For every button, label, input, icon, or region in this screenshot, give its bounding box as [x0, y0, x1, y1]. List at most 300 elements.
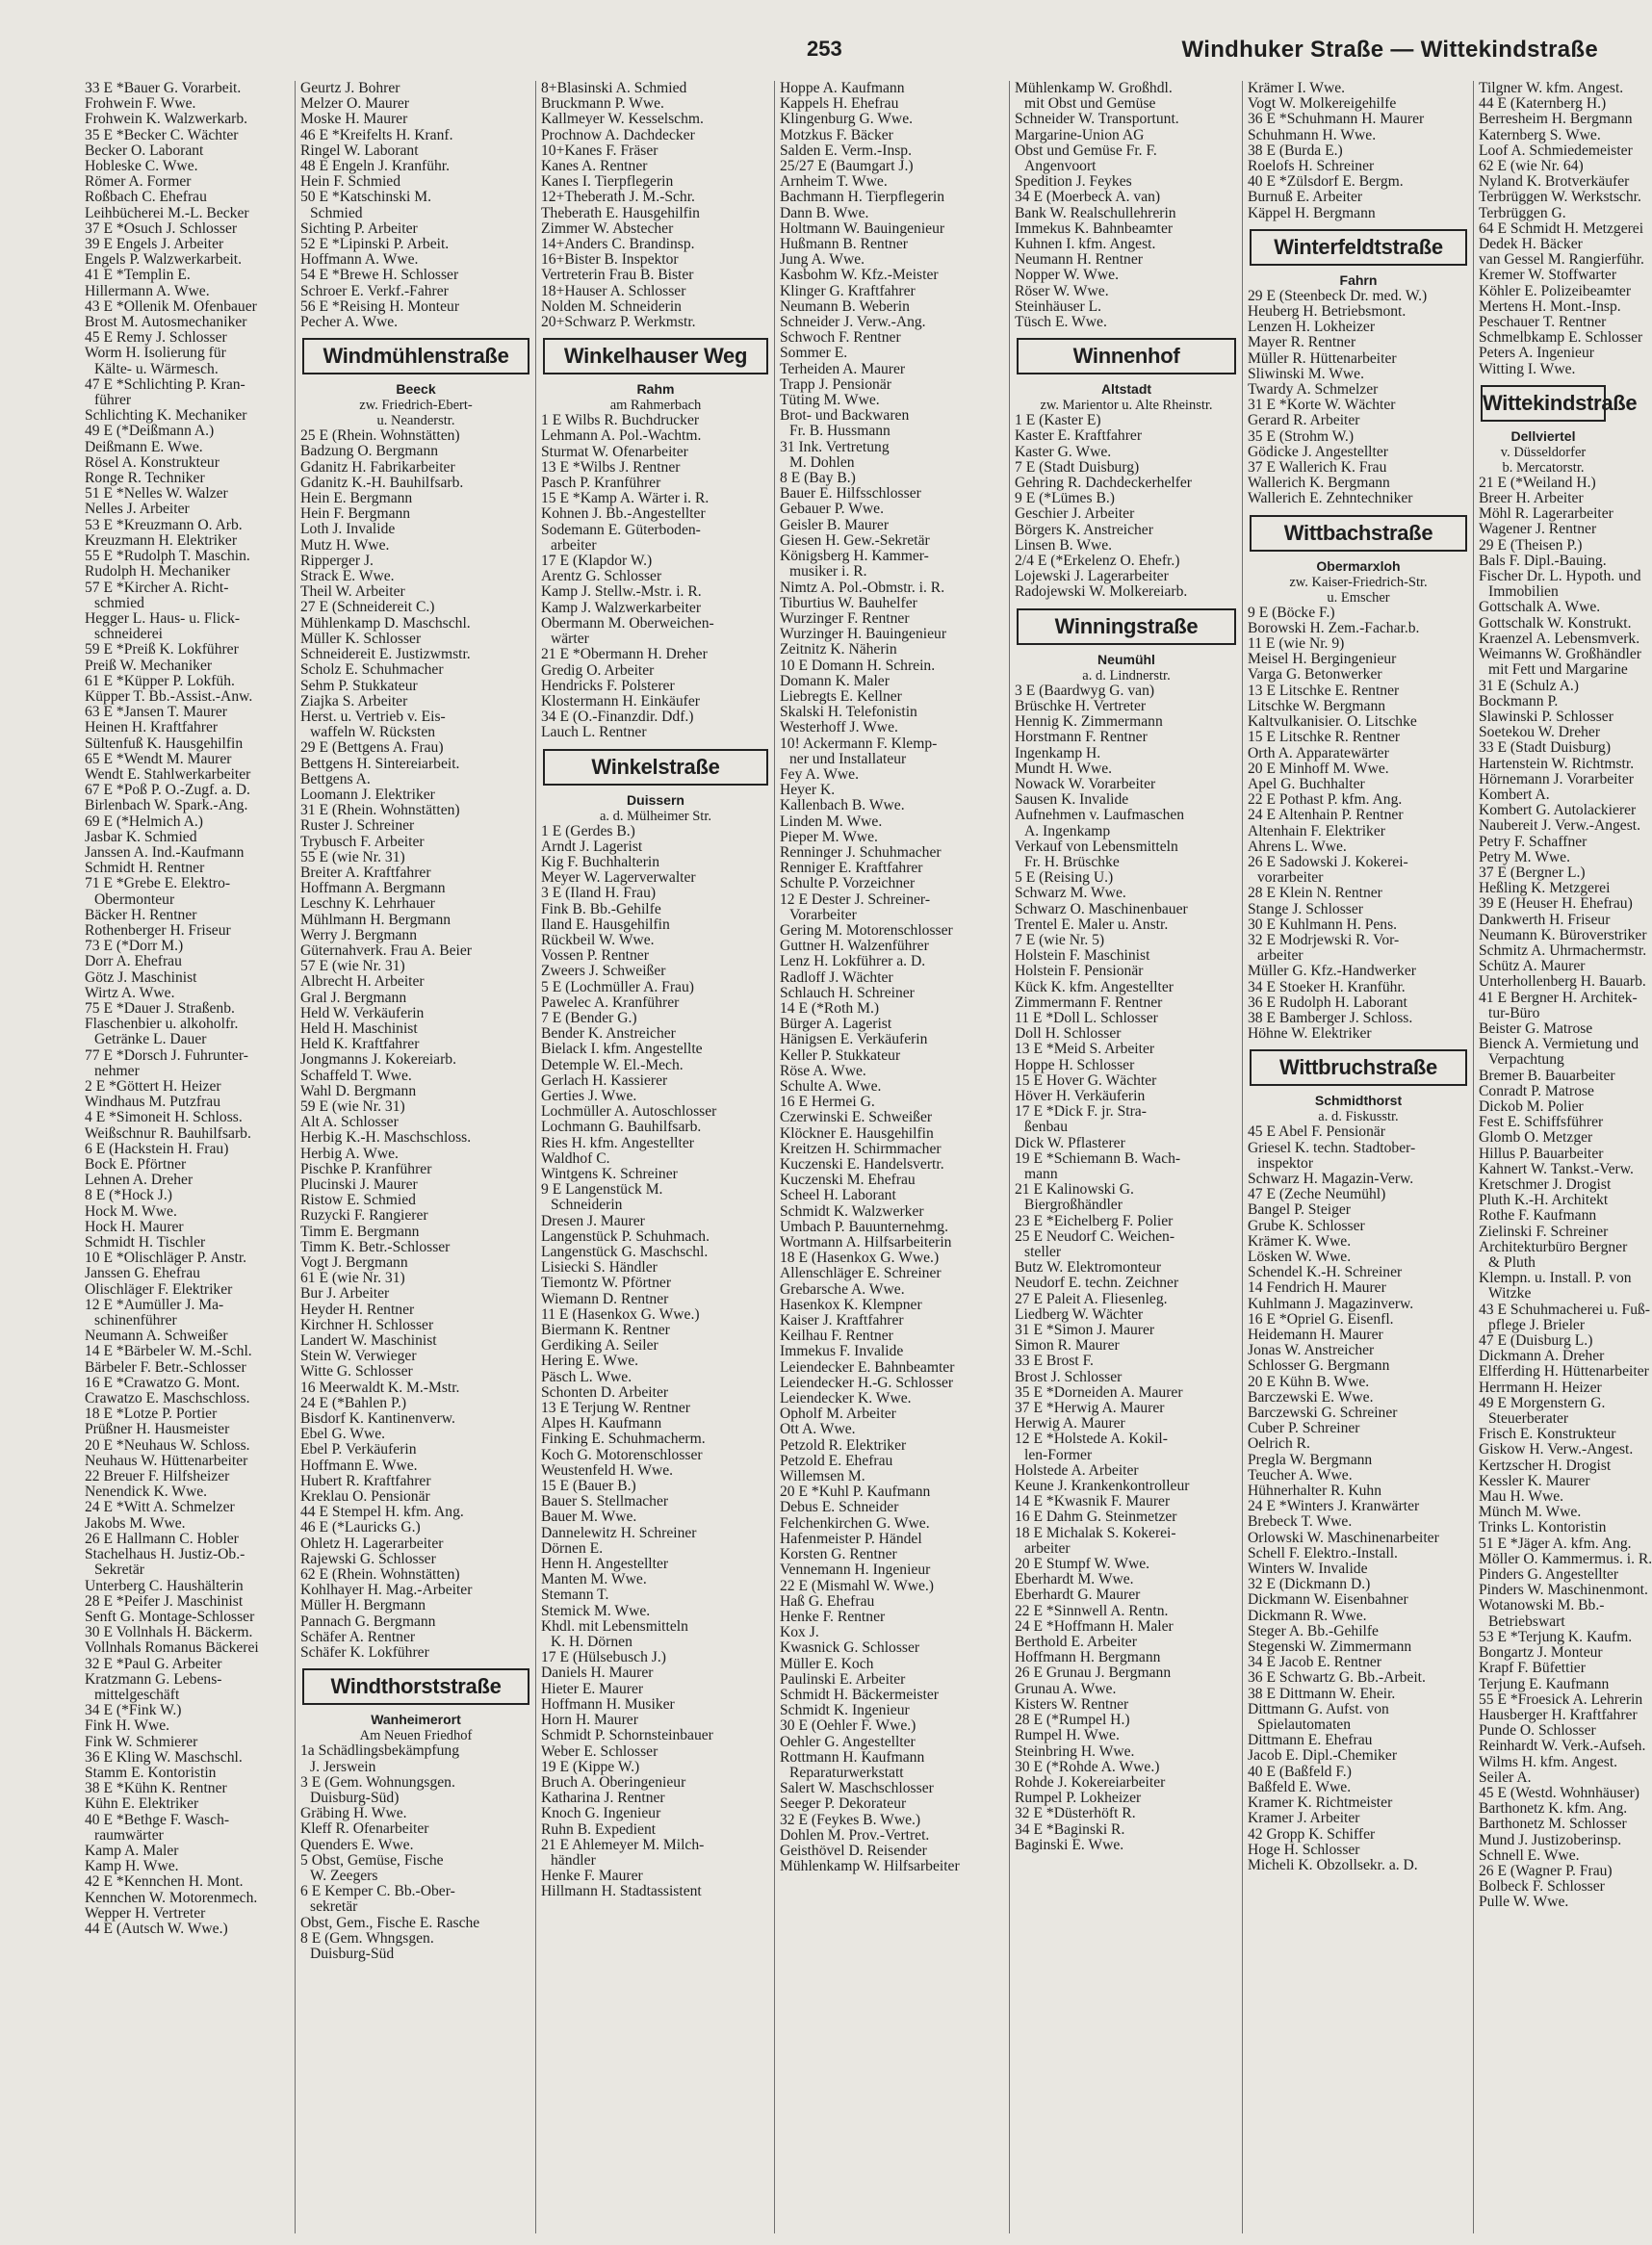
resident-entry: Holstede A. Arbeiter [1015, 1461, 1139, 1479]
resident-entry: Schwarz O. Maschinenbauer [1015, 900, 1188, 917]
resident-entry: Möller O. Kammermus. i. R. [1479, 1550, 1652, 1567]
resident-entry: Witting I. Wwe. [1479, 360, 1576, 377]
resident-entry: Preiß W. Mechaniker [85, 657, 213, 674]
column-divider [1009, 81, 1010, 2233]
resident-entry: 45 E Abel F. Pensionär [1248, 1123, 1385, 1141]
resident-entry: Krapf F. Büfettier [1479, 1660, 1586, 1677]
resident-entry: Birlenbach W. Spark.-Ang. [85, 797, 248, 814]
resident-entry: Kanes I. Tierpflegerin [541, 173, 674, 191]
resident-entry: Kamp H. Wwe. [85, 1858, 179, 1875]
resident-entry: 20 E *Neuhaus W. Schloss. [85, 1436, 250, 1454]
street-location: b. Mercatorstr. [1502, 459, 1585, 476]
resident-entry: Winters W. Invalide [1248, 1561, 1368, 1578]
resident-entry: inspektor [1257, 1154, 1314, 1172]
resident-entry: 43 E *Ollenik M. Ofenbauer [85, 297, 257, 315]
resident-entry: Rohde J. Kokereiarbeiter [1015, 1773, 1166, 1791]
resident-entry: Simon R. Maurer [1015, 1337, 1120, 1355]
resident-entry: Mayer R. Rentner [1248, 334, 1356, 351]
resident-entry: 31 E (Rhein. Wohnstätten) [300, 802, 460, 819]
resident-entry: Hoffmann A. Bergmann [300, 880, 446, 897]
district-name: Obermarxloh [1316, 557, 1401, 574]
resident-entry: 34 E Stoeker H. Kranführ. [1248, 978, 1406, 995]
resident-entry: Schlichting K. Mechaniker [85, 407, 247, 425]
resident-entry: Twardy A. Schmelzer [1248, 381, 1379, 399]
resident-entry: Soetekou W. Dreher [1479, 724, 1601, 741]
resident-entry: Bender K. Anstreicher [541, 1025, 676, 1043]
resident-entry: Elfferding H. Hüttenarbeiter [1479, 1363, 1649, 1381]
resident-entry: Duisburg-Süd) [310, 1789, 400, 1806]
resident-entry: Liebregts E. Kellner [780, 687, 902, 705]
resident-entry: Hobleske C. Wwe. [85, 158, 198, 175]
resident-entry: Röse A. Wwe. [780, 1062, 866, 1079]
resident-entry: Hoffmann A. Wwe. [300, 251, 419, 269]
resident-entry: 14 E *Bärbeler W. M.-Schl. [85, 1343, 252, 1360]
resident-entry: Möhl R. Lagerarbeiter [1479, 505, 1613, 523]
resident-entry: Hußmann B. Rentner [780, 236, 908, 253]
resident-entry: Münch M. Wwe. [1479, 1504, 1582, 1521]
resident-entry: Ruster J. Schreiner [300, 817, 415, 835]
resident-entry: schinenführer [94, 1312, 177, 1329]
resident-entry: Held H. Maschinist [300, 1019, 418, 1037]
resident-entry: 57 E (wie Nr. 31) [300, 958, 405, 975]
resident-entry: Hock H. Maurer [85, 1218, 184, 1235]
resident-entry: Tilgner W. kfm. Angest. [1479, 80, 1624, 96]
resident-entry: Ristow E. Schmied [300, 1192, 416, 1209]
resident-entry: Khdl. mit Lebensmitteln [541, 1617, 688, 1635]
resident-entry: Gerdiking A. Seiler [541, 1337, 658, 1355]
resident-entry: Dresen J. Maurer [541, 1212, 645, 1229]
resident-entry: Rajewski G. Schlosser [300, 1550, 436, 1567]
resident-entry: Wagener J. Rentner [1479, 521, 1597, 538]
resident-entry: 39 E Engels J. Arbeiter [85, 236, 224, 253]
resident-entry: Kälte- u. Wärmesch. [94, 360, 219, 377]
resident-entry: Terbrüggen W. Werkstschr. [1479, 189, 1641, 206]
resident-entry: Lehnen A. Dreher [85, 1172, 194, 1189]
district-name: Schmidthorst [1314, 1093, 1403, 1109]
resident-entry: Melzer O. Maurer [300, 95, 410, 113]
resident-entry: 51 E *Nelles W. Walzer [85, 485, 228, 503]
street-location: u. Neanderstr. [376, 413, 455, 429]
street-location: Am Neuen Friedhof [359, 1728, 473, 1744]
street-heading: Wittbruchstraße [1250, 1049, 1467, 1086]
resident-entry: 33 E Brost F. [1015, 1353, 1094, 1370]
resident-entry: Bremer B. Bauarbeiter [1479, 1067, 1615, 1084]
resident-entry: Jakobs M. Wwe. [85, 1514, 186, 1532]
resident-entry: sekretär [310, 1898, 358, 1916]
resident-entry: 20 E Minhoff M. Wwe. [1248, 760, 1389, 777]
resident-entry: Meisel H. Bergingenieur [1248, 651, 1397, 668]
resident-entry: van Gessel M. Rangierführ. [1479, 251, 1644, 269]
resident-entry: Mutz H. Wwe. [300, 536, 390, 554]
resident-entry: Neumann K. Büroverstriker [1479, 926, 1647, 943]
resident-entry: 49 E Morgenstern G. [1479, 1394, 1606, 1411]
resident-entry: Radloff J. Wächter [780, 968, 893, 986]
resident-entry: Ziajka S. Arbeiter [300, 692, 408, 710]
resident-entry: Theberath E. Hausgehilfin [541, 204, 700, 221]
resident-entry: Zeitnitz K. Näherin [780, 641, 897, 658]
resident-entry: 53 E *Terjung K. Kaufm. [1479, 1628, 1633, 1645]
resident-entry: Pecher A. Wwe. [300, 314, 399, 331]
resident-entry: Hein F. Schmied [300, 173, 401, 191]
resident-entry: Rumpel P. Lokheizer [1015, 1790, 1142, 1807]
resident-entry: Stange J. Schlosser [1248, 900, 1363, 917]
resident-entry: Vogt J. Bergmann [300, 1254, 408, 1272]
resident-entry: 4 E *Simoneit H. Schloss. [85, 1109, 243, 1126]
resident-entry: 20+Schwarz P. Werkmstr. [541, 314, 696, 331]
resident-entry: Ebel G. Wwe. [300, 1426, 386, 1443]
street-location: v. Düsseldorfer [1500, 444, 1587, 460]
resident-entry: Kuczenski M. Ehefrau [780, 1172, 916, 1189]
resident-entry: Sehm P. Stukkateur [300, 677, 418, 694]
resident-entry: Rösel A. Konstrukteur [85, 453, 219, 471]
resident-entry: Hasenkox K. Klempner [780, 1296, 922, 1313]
resident-entry: Brot- und Backwaren [780, 407, 910, 425]
resident-entry: Sausen K. Invalide [1015, 791, 1129, 809]
resident-entry: Gdanitz K.-H. Bauhilfsarb. [300, 474, 464, 491]
resident-entry: arbeiter [1257, 947, 1304, 965]
resident-entry: Langenstück P. Schuhmach. [541, 1227, 710, 1245]
resident-entry: Butz W. Elektromonteur [1015, 1259, 1162, 1277]
resident-entry: 37 E *Herwig A. Maurer [1015, 1400, 1165, 1417]
resident-entry: Mund J. Justizoberinsp. [1479, 1831, 1622, 1848]
resident-entry: Dohlen M. Prov.-Vertret. [780, 1826, 930, 1844]
resident-entry: Conradt P. Matrose [1479, 1082, 1594, 1099]
resident-entry: & Pluth [1488, 1254, 1536, 1272]
resident-entry: Sliwinski M. Wwe. [1248, 365, 1365, 382]
resident-entry: Kirchner H. Schlosser [300, 1316, 434, 1333]
resident-entry: 14+Anders C. Brandinsp. [541, 236, 695, 253]
resident-entry: Nelles J. Arbeiter [85, 501, 190, 518]
district-name: Fahrn [1339, 271, 1378, 288]
resident-entry: Terjung E. Kaufmann [1479, 1675, 1610, 1692]
resident-entry: Aufnehmen v. Laufmaschen [1015, 807, 1185, 824]
resident-entry: Schneidereit E. Justizwmstr. [300, 646, 471, 663]
resident-entry: Fink W. Schmierer [85, 1733, 198, 1750]
resident-entry: 47 E (Duisburg L.) [1479, 1332, 1593, 1350]
resident-entry: len-Former [1024, 1446, 1093, 1463]
resident-entry: Immobilien [1488, 583, 1559, 601]
resident-entry: Hoffmann H. Musiker [541, 1695, 675, 1713]
resident-entry: Keune J. Krankenkontrolleur [1015, 1478, 1190, 1495]
resident-entry: 38 E Bamberger J. Schloss. [1248, 1009, 1413, 1026]
resident-entry: Schlauch H. Schreiner [780, 984, 915, 1001]
resident-entry: 30 E Kuhlmann H. Pens. [1248, 916, 1398, 933]
resident-entry: Reinhardt W. Verk.-Aufseh. [1479, 1738, 1646, 1755]
resident-entry: Bongartz J. Monteur [1479, 1644, 1603, 1662]
resident-entry: Kühn E. Elektriker [85, 1795, 199, 1813]
resident-entry: Vossen P. Rentner [541, 947, 649, 965]
resident-entry: 25 E (Rhein. Wohnstätten) [300, 427, 460, 445]
resident-entry: Müller G. Kfz.-Handwerker [1248, 963, 1416, 980]
resident-entry: Vogt W. Molkereigehilfe [1248, 95, 1397, 113]
resident-entry: Kombert G. Autolackierer [1479, 802, 1637, 819]
resident-entry: 62 E (Rhein. Wohnstätten) [300, 1566, 460, 1584]
resident-entry: Heuberg H. Betriebsmont. [1248, 303, 1407, 321]
resident-entry: Frisch E. Konstrukteur [1479, 1426, 1616, 1443]
resident-entry: Arentz G. Schlosser [541, 568, 662, 585]
column-divider [1473, 81, 1474, 2233]
resident-entry: Held K. Kraftfahrer [300, 1036, 420, 1053]
resident-entry: Giskow H. Verw.-Angest. [1479, 1441, 1634, 1458]
resident-entry: Gerlach H. Kassierer [541, 1071, 668, 1089]
resident-entry: Lisiecki S. Händler [541, 1259, 658, 1277]
resident-entry: Allenschläger E. Schreiner [780, 1265, 942, 1282]
resident-entry: 8 E (Gem. Whngsgen. [300, 1929, 434, 1947]
resident-entry: Bock E. Pförtner [85, 1156, 187, 1174]
resident-entry: 8 E (*Hock J.) [85, 1187, 172, 1204]
resident-entry: Kasbohm W. Kfz.-Meister [780, 267, 939, 284]
resident-entry: 10 E *Olischläger P. Anstr. [85, 1250, 247, 1267]
resident-entry: Schendel K.-H. Schreiner [1248, 1264, 1403, 1281]
resident-entry: 17 E *Dick F. jr. Stra- [1015, 1103, 1147, 1121]
resident-entry: Arnheim T. Wwe. [780, 173, 888, 191]
resident-entry: Schulte P. Vorzeichner [780, 875, 916, 892]
resident-entry: Gerard R. Arbeiter [1248, 412, 1360, 429]
resident-entry: 38 E Dittmann W. Eheir. [1248, 1685, 1396, 1702]
resident-entry: Brost J. Schlosser [1015, 1368, 1123, 1385]
resident-entry: 30 E (*Rohde A. Wwe.) [1015, 1758, 1160, 1775]
resident-entry: Katernberg S. Wwe. [1479, 126, 1601, 143]
resident-entry: Henke F. Rentner [780, 1608, 886, 1625]
resident-entry: Varga G. Betonwerker [1248, 666, 1382, 684]
resident-entry: Seiler A. [1479, 1768, 1532, 1786]
resident-entry: 48 E Engeln J. Kranführ. [300, 158, 451, 175]
resident-entry: 34 E (Moerbeck A. van) [1015, 189, 1161, 206]
street-location: a. d. Fiskusstr. [1318, 1109, 1399, 1125]
resident-entry: Verkauf von Lebensmitteln [1015, 838, 1178, 855]
resident-entry: Becker O. Laborant [85, 142, 204, 159]
resident-entry: Schmidt K. Ingenieur [780, 1702, 910, 1719]
resident-entry: 2/4 E (*Erkelenz O. Ehefr.) [1015, 553, 1180, 570]
resident-entry: Ruzycki F. Rangierer [300, 1207, 428, 1225]
resident-entry: Bisdorf K. Kantinenverw. [300, 1410, 455, 1428]
resident-entry: ßenbau [1024, 1119, 1069, 1136]
resident-entry: Orlowski W. Maschinenarbeiter [1248, 1529, 1439, 1546]
column-divider [774, 81, 775, 2233]
resident-entry: Klostermann H. Einkäufer [541, 692, 700, 710]
resident-entry: Barczewski E. Wwe. [1248, 1388, 1374, 1406]
resident-entry: Bauer E. Hilfsschlosser [780, 485, 921, 503]
resident-entry: Schnell E. Wwe. [1479, 1846, 1580, 1864]
resident-entry: 42 Gropp K. Schiffer [1248, 1825, 1376, 1843]
resident-entry: Fink H. Wwe. [85, 1717, 170, 1735]
resident-entry: Klinger G. Kraftfahrer [780, 282, 916, 299]
resident-entry: Herrmann H. Heizer [1479, 1379, 1602, 1396]
resident-entry: Kratzmann G. Lebens- [85, 1670, 222, 1688]
resident-entry: Guttner H. Walzenführer [780, 938, 929, 955]
resident-entry: Ringel W. Laborant [300, 142, 419, 159]
resident-entry: Bolbeck F. Schlosser [1479, 1878, 1605, 1896]
resident-entry: Herst. u. Vertrieb v. Eis- [300, 708, 446, 725]
resident-entry: Dann B. Wwe. [780, 204, 869, 221]
resident-entry: 59 E (wie Nr. 31) [300, 1097, 405, 1115]
resident-entry: Barthonetz M. Schlosser [1479, 1816, 1627, 1833]
column-divider [295, 81, 296, 2233]
resident-entry: Bärbeler F. Betr.-Schlosser [85, 1358, 246, 1376]
resident-entry: Berresheim H. Bergmann [1479, 111, 1633, 128]
resident-entry: Keller P. Stukkateur [780, 1046, 901, 1064]
resident-entry: arbeiter [1024, 1539, 1071, 1557]
resident-entry: Barthonetz K. kfm. Ang. [1479, 1800, 1628, 1818]
resident-entry: steller [1024, 1244, 1062, 1260]
resident-entry: Kaster G. Wwe. [1015, 443, 1112, 460]
resident-entry: Timm K. Betr.-Schlosser [300, 1238, 451, 1255]
resident-entry: Mühlenkamp W. Großhdl. [1015, 80, 1173, 96]
resident-entry: 37 E Wallerich K. Frau [1248, 459, 1387, 477]
resident-entry: 11 E (Hasenkox G. Wwe.) [541, 1305, 700, 1323]
street-heading: Winningstraße [1017, 608, 1236, 645]
resident-entry: 16 E Dahm G. Steinmetzer [1015, 1509, 1177, 1526]
resident-entry: Bruckmann P. Wwe. [541, 95, 664, 113]
resident-entry: 13 E Litschke E. Rentner [1248, 682, 1400, 699]
resident-entry: Sültenfuß K. Hausgehilfin [85, 735, 244, 752]
resident-entry: Pasch P. Kranführer [541, 475, 661, 492]
resident-entry: Wendt E. Stahlwerkarbeiter [85, 765, 251, 783]
resident-entry: Tiemontz W. Pförtner [541, 1275, 672, 1292]
resident-entry: 30 E (Oehler F. Wwe.) [780, 1717, 916, 1735]
resident-entry: schneiderei [94, 626, 164, 643]
resident-entry: Schell F. Elektro.-Install. [1248, 1544, 1398, 1561]
resident-entry: Heßling K. Metzgerei [1479, 880, 1611, 897]
resident-entry: Salden E. Verm.-Insp. [780, 142, 913, 159]
resident-entry: 29 E (Steenbeck Dr. med. W.) [1248, 287, 1428, 304]
resident-entry: Holstein F. Pensionär [1015, 963, 1144, 980]
resident-entry: Krämer K. Wwe. [1248, 1232, 1352, 1250]
resident-entry: 21 E Kalinowski G. [1015, 1181, 1134, 1199]
resident-entry: Pannach G. Bergmann [300, 1613, 436, 1630]
resident-entry: Engels P. Walzwerkarbeit. [85, 251, 243, 269]
resident-entry: Prüßner H. Hausmeister [85, 1421, 230, 1438]
resident-entry: Stegenski W. Zimmermann [1248, 1639, 1412, 1656]
resident-entry: 44 E (Katernberg H.) [1479, 95, 1607, 113]
resident-entry: J. Jerswein [310, 1758, 376, 1775]
resident-entry: Geisler B. Maurer [780, 516, 890, 533]
resident-entry: Hühnerhalter R. Kuhn [1248, 1483, 1382, 1500]
resident-entry: Debus E. Schneider [780, 1499, 899, 1516]
resident-entry: Hendricks F. Polsterer [541, 677, 675, 694]
resident-entry: Wotanowski M. Bb.- [1479, 1597, 1605, 1614]
resident-entry: Radojewski W. Molkereiarb. [1015, 583, 1188, 601]
resident-entry: 6 E (Hackstein H. Frau) [85, 1140, 229, 1157]
resident-entry: Kamp J. Stellw.-Mstr. i. R. [541, 583, 702, 601]
resident-entry: 18+Hauser A. Schlosser [541, 282, 686, 299]
resident-entry: Schmidt P. Schornsteinbauer [541, 1727, 713, 1744]
resident-entry: Biermann K. Rentner [541, 1322, 670, 1339]
resident-entry: 21 E (*Weiland H.) [1479, 474, 1596, 491]
resident-entry: 36 E Kling W. Maschschl. [85, 1748, 243, 1766]
resident-entry: mit Fett und Margarine [1488, 661, 1628, 679]
resident-entry: Küpper T. Bb.-Assist.-Anw. [85, 687, 253, 705]
resident-entry: 16 E *Opriel G. Eisenfl. [1248, 1310, 1394, 1328]
resident-entry: Fink B. Bb.-Gehilfe [541, 900, 661, 917]
resident-entry: Liedberg W. Wächter [1015, 1305, 1144, 1323]
resident-entry: Vertreterin Frau B. Bister [541, 267, 694, 284]
resident-entry: Umbach P. Bauunternehmg. [780, 1218, 948, 1235]
resident-entry: 39 E (Heuser H. Ehefrau) [1479, 895, 1633, 913]
resident-entry: Müller E. Koch [780, 1655, 874, 1672]
resident-entry: Schuhmann H. Wwe. [1248, 126, 1377, 143]
resident-entry: 17 E (Hülsebusch J.) [541, 1649, 666, 1666]
resident-entry: Linden M. Wwe. [780, 813, 883, 830]
resident-entry: 8+Blasinski A. Schmied [541, 80, 687, 96]
resident-entry: Hillus P. Bauarbeiter [1479, 1145, 1604, 1162]
resident-entry: Ruhn B. Expedient [541, 1820, 657, 1838]
resident-entry: 71 E *Grebe E. Elektro- [85, 875, 231, 892]
resident-entry: Hörnemann J. Vorarbeiter [1479, 770, 1634, 787]
resident-entry: 21 E Ahlemeyer M. Milch- [541, 1836, 705, 1853]
resident-entry: Bäcker H. Rentner [85, 906, 197, 923]
resident-entry: Zimmermann F. Rentner [1015, 993, 1163, 1011]
resident-entry: Trybusch F. Arbeiter [300, 833, 425, 850]
district-name: Duissern [627, 791, 684, 808]
resident-entry: wärter [551, 631, 589, 648]
resident-entry: 15 E *Kamp A. Wärter i. R. [541, 490, 710, 507]
resident-entry: Bielack I. kfm. Angestellte [541, 1041, 703, 1058]
resident-entry: 12 E *Aumüller J. Ma- [85, 1296, 224, 1313]
resident-entry: Pinders G. Angestellter [1479, 1566, 1619, 1584]
resident-entry: 55 E *Froesick A. Lehrerin [1479, 1690, 1643, 1708]
resident-entry: Schlosser G. Bergmann [1248, 1357, 1390, 1375]
resident-entry: Waldhof C. [541, 1149, 610, 1167]
resident-entry: Scholz E. Schuhmacher [300, 661, 444, 679]
resident-entry: Käppel H. Bergmann [1248, 204, 1376, 221]
resident-entry: 49 E (*Deißmann A.) [85, 423, 215, 440]
resident-entry: Rothenberger H. Friseur [85, 921, 231, 939]
resident-entry: Micheli K. Obzollsekr. a. D. [1248, 1856, 1418, 1873]
resident-entry: Wallerich E. Zehntechniker [1248, 490, 1413, 507]
resident-entry: Holstein F. Maschinist [1015, 947, 1150, 965]
resident-entry: 45 E (Westd. Wohnhäuser) [1479, 1784, 1639, 1801]
resident-entry: pflege J. Brieler [1488, 1316, 1586, 1333]
resident-entry: Strack E. Wwe. [300, 568, 395, 585]
resident-entry: Motzkus F. Bäcker [780, 126, 893, 143]
resident-entry: Skalski H. Telefonistin [780, 704, 917, 721]
resident-entry: Sommer E. [780, 345, 848, 362]
resident-entry: Bals F. Dipl.-Bauing. [1479, 552, 1607, 569]
resident-entry: Brebeck T. Wwe. [1248, 1513, 1353, 1531]
resident-entry: Doll H. Schlosser [1015, 1025, 1122, 1043]
resident-entry: Gredig O. Arbeiter [541, 661, 655, 679]
resident-entry: Kreklau O. Pensionär [300, 1488, 430, 1506]
resident-entry: Kramer J. Arbeiter [1248, 1810, 1360, 1827]
street-heading: Winterfeldtstraße [1250, 229, 1467, 266]
resident-entry: 26 E Grunau J. Bergmann [1015, 1664, 1172, 1682]
resident-entry: Kamp J. Walzwerkarbeiter [541, 599, 702, 616]
resident-entry: Hausberger H. Kraftfahrer [1479, 1706, 1638, 1723]
resident-entry: Wahl D. Bergmann [300, 1082, 417, 1099]
resident-entry: 41 E *Templin E. [85, 267, 191, 284]
resident-entry: 42 E *Kennchen H. Mont. [85, 1873, 244, 1891]
street-location: a. d. Mülheimer Str. [600, 808, 711, 824]
resident-entry: 34 E Jacob E. Rentner [1248, 1654, 1382, 1671]
resident-entry: Müller H. Bergmann [300, 1597, 426, 1614]
resident-entry: Knoch G. Ingenieur [541, 1805, 661, 1822]
resident-entry: Peschauer T. Rentner [1479, 314, 1607, 331]
resident-entry: Rottmann H. Kaufmann [780, 1748, 925, 1766]
resident-entry: Teucher A. Wwe. [1248, 1466, 1353, 1484]
resident-entry: vorarbeiter [1257, 869, 1324, 887]
resident-entry: Keilhau F. Rentner [780, 1328, 893, 1345]
resident-entry: Kreuzmann H. Elektriker [85, 531, 238, 549]
resident-entry: 61 E (wie Nr. 31) [300, 1270, 405, 1287]
resident-entry: Trinks L. Kontoristin [1479, 1519, 1607, 1536]
resident-entry: Henn H. Angestellter [541, 1556, 669, 1573]
resident-entry: Domann K. Maler [780, 672, 890, 689]
resident-entry: Lojewski J. Lagerarbeiter [1015, 568, 1169, 585]
street-location: a. d. Lindnerstr. [1082, 667, 1171, 684]
resident-entry: 44 E (Autsch W. Wwe.) [85, 1920, 228, 1937]
resident-entry: händler [551, 1851, 596, 1869]
